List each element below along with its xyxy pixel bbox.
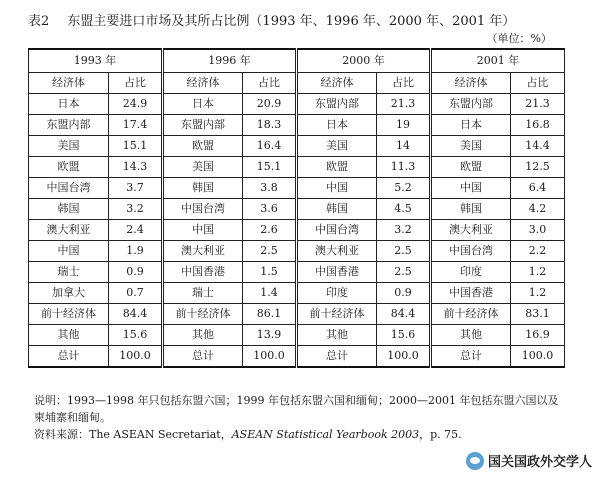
share-cell: 17.4: [109, 115, 163, 136]
share-cell: 1.9: [109, 241, 163, 262]
economy-cell: 前十经济体: [431, 304, 511, 325]
table-number: 表2: [28, 14, 50, 29]
source-note: [34, 426, 564, 443]
economy-cell: 中国台湾: [163, 199, 243, 220]
economy-cell: 中国: [29, 241, 109, 262]
economy-cell: 东盟内部: [163, 115, 243, 136]
share-cell: 0.9: [377, 283, 431, 304]
source-title: ASEAN Statistical Yearbook 2003: [231, 428, 420, 441]
economy-cell: 中国香港: [163, 262, 243, 283]
economy-cell: 美国: [29, 136, 109, 157]
share-cell: 100.0: [511, 346, 565, 368]
economy-header: 经济体: [431, 73, 511, 94]
unit-note: （单位：%）: [486, 32, 552, 45]
table-row: [29, 94, 565, 115]
economy-cell: 前十经济体: [297, 304, 377, 325]
economy-header: 经济体: [163, 73, 243, 94]
share-cell: 1.2: [511, 283, 565, 304]
source-suffix: ，p. 75.: [419, 428, 462, 441]
economy-cell: 中国: [431, 178, 511, 199]
share-cell: 4.5: [377, 199, 431, 220]
share-cell: 100.0: [109, 346, 163, 368]
table-row: [29, 220, 565, 241]
table-body: [29, 94, 565, 368]
share-cell: 3.2: [109, 199, 163, 220]
economy-cell: 总计: [163, 346, 243, 368]
share-cell: 19: [377, 115, 431, 136]
economy-cell: 欧盟: [163, 136, 243, 157]
table-row: [29, 136, 565, 157]
share-cell: 15.6: [377, 325, 431, 346]
economy-cell: 欧盟: [297, 157, 377, 178]
economy-cell: 印度: [297, 283, 377, 304]
share-cell: 18.3: [243, 115, 297, 136]
source-prefix: 资料来源：The ASEAN Secretariat，: [34, 428, 232, 441]
economy-cell: 澳大利亚: [29, 220, 109, 241]
economy-cell: 韩国: [29, 199, 109, 220]
year-header: 2000 年: [297, 49, 431, 73]
import-share-table: [28, 48, 565, 368]
economy-cell: 日本: [431, 115, 511, 136]
share-cell: 20.9: [243, 94, 297, 115]
economy-cell: 其他: [29, 325, 109, 346]
economy-cell: 中国台湾: [431, 241, 511, 262]
share-cell: 86.1: [243, 304, 297, 325]
economy-cell: 中国: [163, 220, 243, 241]
share-cell: 14.4: [511, 136, 565, 157]
share-cell: 16.4: [243, 136, 297, 157]
year-header: 1993 年: [29, 49, 163, 73]
table-row: [29, 346, 565, 368]
share-cell: 16.8: [511, 115, 565, 136]
share-cell: 16.9: [511, 325, 565, 346]
share-cell: 1.4: [243, 283, 297, 304]
explanation-note: 说明：1993—1998 年只包括东盟六国；1999 年包括东盟六国和缅甸；2000—2001 年包括东盟六国以及柬埔寨和缅甸。: [34, 394, 559, 424]
share-cell: 84.4: [109, 304, 163, 325]
share-cell: 11.3: [377, 157, 431, 178]
share-cell: 15.6: [109, 325, 163, 346]
column-header-row: [29, 73, 565, 94]
share-cell: 83.1: [511, 304, 565, 325]
economy-cell: 韩国: [163, 178, 243, 199]
economy-cell: 东盟内部: [297, 94, 377, 115]
share-cell: 21.3: [377, 94, 431, 115]
share-header: 占比: [109, 73, 163, 94]
share-cell: 15.1: [243, 157, 297, 178]
economy-cell: 美国: [297, 136, 377, 157]
table-row: [29, 241, 565, 262]
table-row: [29, 157, 565, 178]
share-cell: 2.4: [109, 220, 163, 241]
share-cell: 13.9: [243, 325, 297, 346]
economy-header: 经济体: [297, 73, 377, 94]
year-header-row: [29, 49, 565, 73]
table-row: [29, 304, 565, 325]
share-cell: 4.2: [511, 199, 565, 220]
economy-cell: 中国香港: [297, 262, 377, 283]
economy-cell: 韩国: [297, 199, 377, 220]
table-row: [29, 283, 565, 304]
economy-cell: 中国香港: [431, 283, 511, 304]
share-cell: 1.5: [243, 262, 297, 283]
share-cell: 3.8: [243, 178, 297, 199]
economy-header: 经济体: [29, 73, 109, 94]
share-cell: 3.6: [243, 199, 297, 220]
watermark-text: 国关国政外交学人: [487, 455, 592, 470]
economy-cell: 中国台湾: [29, 178, 109, 199]
share-header: 占比: [243, 73, 297, 94]
year-header: 1996 年: [163, 49, 297, 73]
share-cell: 21.3: [511, 94, 565, 115]
economy-cell: 欧盟: [431, 157, 511, 178]
table-row: [29, 262, 565, 283]
share-header: 占比: [511, 73, 565, 94]
economy-cell: 总计: [431, 346, 511, 368]
economy-cell: 美国: [163, 157, 243, 178]
share-cell: 3.7: [109, 178, 163, 199]
share-cell: 0.7: [109, 283, 163, 304]
table-caption: [28, 10, 515, 29]
share-cell: 3.0: [511, 220, 565, 241]
share-cell: 14: [377, 136, 431, 157]
economy-cell: 中国: [297, 178, 377, 199]
economy-cell: 美国: [431, 136, 511, 157]
share-cell: 2.5: [377, 241, 431, 262]
share-cell: 0.9: [109, 262, 163, 283]
table-row: [29, 199, 565, 220]
economy-cell: 其他: [431, 325, 511, 346]
share-cell: 6.4: [511, 178, 565, 199]
share-cell: 100.0: [243, 346, 297, 368]
economy-cell: 韩国: [431, 199, 511, 220]
economy-cell: 总计: [29, 346, 109, 368]
economy-cell: 前十经济体: [29, 304, 109, 325]
share-header: 占比: [377, 73, 431, 94]
table-row: [29, 325, 565, 346]
economy-cell: 总计: [297, 346, 377, 368]
share-cell: 3.2: [377, 220, 431, 241]
economy-cell: 瑞士: [29, 262, 109, 283]
share-cell: 14.3: [109, 157, 163, 178]
share-cell: 12.5: [511, 157, 565, 178]
economy-cell: 瑞士: [163, 283, 243, 304]
economy-cell: 日本: [297, 115, 377, 136]
economy-cell: 中国台湾: [297, 220, 377, 241]
economy-cell: 日本: [29, 94, 109, 115]
wechat-logo-icon: [466, 452, 484, 470]
share-cell: 84.4: [377, 304, 431, 325]
share-cell: 2.6: [243, 220, 297, 241]
year-header: 2001 年: [431, 49, 565, 73]
economy-cell: 其他: [297, 325, 377, 346]
economy-cell: 东盟内部: [29, 115, 109, 136]
economy-cell: 澳大利亚: [297, 241, 377, 262]
economy-cell: 东盟内部: [431, 94, 511, 115]
share-cell: 15.1: [109, 136, 163, 157]
table-row: [29, 178, 565, 199]
share-cell: 100.0: [377, 346, 431, 368]
economy-cell: 其他: [163, 325, 243, 346]
economy-cell: 澳大利亚: [431, 220, 511, 241]
share-cell: 24.9: [109, 94, 163, 115]
table-title: 东盟主要进口市场及其所占比例（1993 年、1996 年、2000 年、2001 年）: [67, 14, 516, 29]
watermark: [466, 451, 592, 470]
table-row: [29, 115, 565, 136]
share-cell: 1.2: [511, 262, 565, 283]
economy-cell: 澳大利亚: [163, 241, 243, 262]
economy-cell: 前十经济体: [163, 304, 243, 325]
share-cell: 2.5: [377, 262, 431, 283]
share-cell: 2.2: [511, 241, 565, 262]
economy-cell: 欧盟: [29, 157, 109, 178]
economy-cell: 日本: [163, 94, 243, 115]
share-cell: 2.5: [243, 241, 297, 262]
share-cell: 5.2: [377, 178, 431, 199]
economy-cell: 加拿大: [29, 283, 109, 304]
economy-cell: 印度: [431, 262, 511, 283]
